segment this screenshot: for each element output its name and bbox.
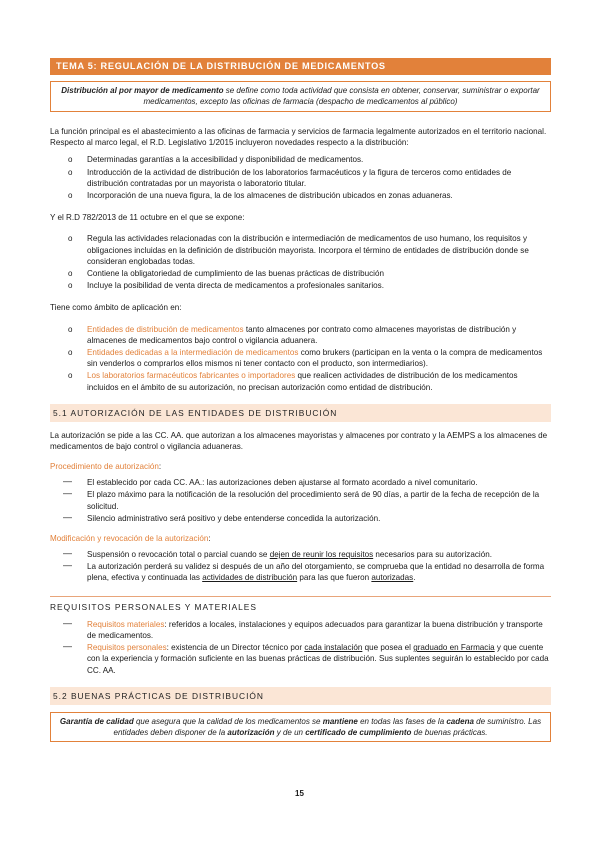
list-item: o Los laboratorios farmacéuticos fabricantes o importadores que realicen actividades de distribución de los medicamentos incluidos en el ámbito de su autorización, no precisan autorización como entidad de distribución. [68,371,518,392]
section-heading-5-1: 5.1 AUTORIZACIÓN DE LAS ENTIDADES DE DISTRIBUCIÓN [50,404,551,422]
list-item: o Regula las actividades relacionadas con la distribución e intermediación de medicamentos de uso humano, los requisitos y obligaciones incluidas en la definición de distribución mayorista. Incorpora el término de entidades de distribución donde se consideran englobadas todas. [68,234,529,266]
bullet-icon: o [68,348,73,358]
bullet-icon: o [68,191,73,201]
dash-icon: — [63,548,72,559]
intro-paragraph: La función principal es el abastecimiento a las oficinas de farmacia y servicios de farmacia legalmente autorizados en el territorio nacional. Respecto al marco legal, el R.D. Legislativo 1/2015 incluyeron novedades respecto a la distribución: [50,127,547,148]
garantia-box: Garantía de calidad que asegura que la calidad de los medicamentos se mantiene en todas las fases de la cadena de suministro. Las entidades deben disponer de la autorización y de un certificado de cumplimiento de buenas prácticas. [50,712,551,743]
list-item: — La autorización perderá su validez si después de un año del otorgamiento, se comprueba que la entidad no desarrolla de forma plena, efectiva y continuada las actividades de distribución para las que fueron autorizadas. [63,560,545,583]
modificacion-heading: Modificación y revocación de la autorización: [50,534,211,544]
dash-icon: — [63,476,72,487]
definition-term: Distribución al por mayor de medicamento [61,86,224,95]
bullet-icon: o [68,269,73,279]
novedades-list [50,154,551,201]
rd-list [50,233,551,291]
bullet-icon: o [68,324,73,334]
definition-box [50,81,551,112]
bullet-icon: o [68,167,73,177]
modificacion-list [50,549,551,584]
list-item: — El establecido por cada CC. AA.: las autorizaciones deben ajustarse al formato acordado a nivel comunitario. [63,476,478,488]
ambito-intro: Tiene como ámbito de aplicación en: [50,303,182,313]
list-item: o Determinadas garantías a la accesibilidad y disponibilidad de medicamentos. [68,155,364,165]
procedimiento-heading: Procedimiento de autorización: [50,462,162,472]
list-item: — Silencio administrativo será positivo y debe entenderse concedida la autorización. [63,511,381,523]
list-item: o Entidades dedicadas a la intermediación de medicamentos como brukers (participan en la venta o la compra de medicamentos sin venderlos o comprarlos ellos mismos ni tener contacto con el producto, son intermediarios). [68,348,543,369]
list-item: — El plazo máximo para la notificación de la resolución del procedimiento será de 90 días, a partir de la fecha de recepción de la solicitud. [63,488,540,511]
ambito-list [50,324,551,393]
dash-icon: — [63,617,72,628]
list-item: — Requisitos materiales: referidos a locales, instalaciones y equipos adecuados para garantizar la buena distribución y transporte de medicamentos. [63,617,543,640]
list-item: — Requisitos personales: existencia de un Director técnico por cada instalación que posea el graduado en Farmacia y que cuente con la experiencia y formación suficiente en las buenas prácticas de distribución. Sus suplentes seguirán lo establecido por cada CC. AA. [63,641,549,675]
list-item: — Suspensión o revocación total o parcial cuando se dejen de reunir los requisitos necesarios para su autorización. [63,548,492,560]
sec51-intro: La autorización se pide a las CC. AA. que autorizan a los almacenes mayoristas y almacenes por contrato y la AEMPS a los almacenes de medicamentos de bajo control o vigilancia aduaneras. [50,430,548,452]
page-number: 15 [295,789,304,798]
definition-text: se define como toda actividad que consista en obtener, conservar, suministrar o exportar medicamentos, excepto las oficinas de farmacia (despacho de medicamentos al público) [143,86,540,106]
list-item: o Incluye la posibilidad de venta directa de medicamentos a profesionales sanitarios. [68,281,384,291]
bullet-icon: o [68,234,73,244]
section-heading-5-2: 5.2 BUENAS PRÁCTICAS DE DISTRIBUCIÓN [50,687,551,705]
page-content [50,58,551,742]
list-item: o Incorporación de una nueva figura, la de los almacenes de distribución ubicados en zonas aduaneras. [68,191,453,201]
rd-intro: Y el R.D 782/2013 de 11 octubre en el que se expone: [50,213,245,223]
dash-icon: — [63,488,72,499]
requisitos-list [50,619,551,676]
dash-icon: — [63,560,72,571]
procedimiento-list [50,477,551,524]
list-item: o Entidades de distribución de medicamentos tanto almacenes por contrato como almacenes mayoristas de distribución y almacenes de medicamentos bajo control o vigilancia aduanera. [68,324,517,345]
bullet-icon: o [68,281,73,291]
section-heading-requisitos: REQUISITOS PERSONALES Y MATERIALES [50,596,551,613]
bullet-icon: o [68,371,73,381]
list-item: o Introducción de la actividad de distribución de los laboratorios farmacéuticos y la figura de terceros como entidades de distribución contratadas por un mayorista o laboratorio titular. [68,167,512,188]
dash-icon: — [63,511,72,522]
chapter-title: TEMA 5: REGULACIÓN DE LA DISTRIBUCIÓN DE MEDICAMENTOS [50,58,551,75]
dash-icon: — [63,641,72,652]
bullet-icon: o [68,155,73,165]
list-item: o Contiene la obligatoriedad de cumplimiento de las buenas prácticas de distribución [68,269,384,279]
